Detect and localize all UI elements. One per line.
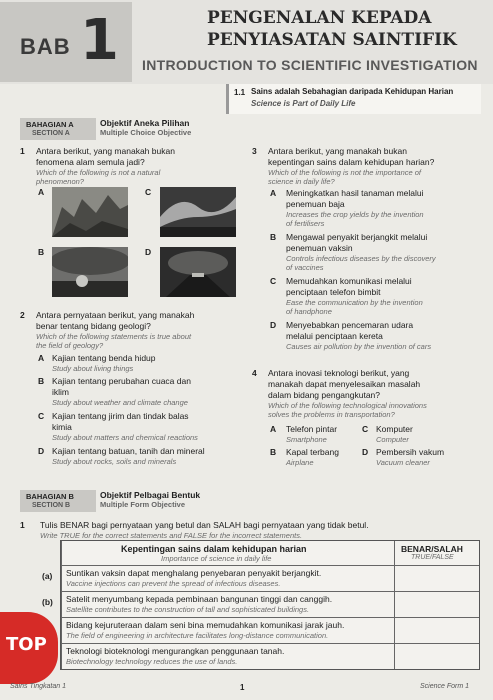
q1-text-ms-line2: fenomena alam semula jadi? [36, 157, 145, 167]
chapter-number: 1 [80, 8, 119, 73]
q3-option-b-ms-line2: penemuan vaksin [286, 243, 353, 253]
q4-number: 4 [252, 368, 257, 378]
q4-text-en-line2: solves the problems in transportation? [268, 410, 395, 419]
q4-option-d-en: Vacuum cleaner [376, 458, 430, 467]
q4-option-c-ms: Komputer [376, 424, 413, 434]
q2-option-d-en: Study about rocks, soils and minerals [52, 457, 177, 466]
storm-image [52, 247, 128, 297]
q3-option-a-en-line2: of fertilisers [286, 219, 325, 228]
chapter-title-ms-line1: PENGENALAN KEPADA [207, 8, 432, 28]
table-answer-cell[interactable] [394, 592, 476, 616]
q1-option-c-photo-aurora [160, 187, 236, 237]
q4-text-ms-line3: dalam bidang pengangkutan? [268, 390, 381, 400]
q1-option-d-photo-volcano [160, 247, 236, 297]
section-a-title-en: Multiple Choice Objective [100, 128, 192, 137]
q3-option-c-en-line1: Ease the communication by the invention [286, 298, 423, 307]
q4-option-a-ms: Telefon pintar [286, 424, 338, 434]
q1-number: 1 [20, 146, 25, 156]
table-row-statement-ms: Satelit menyumbang kepada pembinaan bangunan tinggi dan canggih. [66, 594, 333, 604]
q2-text-en-line1: Which of the following statements is true about [36, 332, 192, 341]
q2-text-ms-line1: Antara pernyataan berikut, yang manakah [36, 310, 195, 320]
q2-option-b-en: Study about weather and climate change [52, 398, 188, 407]
q3-text-ms-line2: kepentingan sains dalam kehidupan harian? [268, 157, 435, 167]
q3-option-c-ms-line1: Memudahkan komunikasi melalui [286, 276, 412, 286]
q1-text-en-line1: Which of the following is not a natural [36, 168, 161, 177]
q3-text-en-line2: science in daily life? [268, 177, 335, 186]
q4-option-c-label: C [362, 424, 369, 434]
q2-option-b-label: B [38, 376, 45, 386]
publisher-logo-badge [0, 612, 58, 684]
q1-option-d-label: D [145, 247, 152, 257]
q3-text-en-line1: Which of the following is not the importance of [268, 168, 421, 177]
q3-option-d-en: Causes air pollution by the invention of cars [286, 342, 432, 351]
table-answer-header-en: TRUE/FALSE [411, 554, 454, 561]
section-b-tag-en: SECTION B [32, 502, 71, 509]
q2-number: 2 [20, 310, 25, 320]
volcano-image [160, 247, 236, 297]
section-b-title-ms: Objektif Pelbagai Bentuk [100, 490, 201, 500]
table-divider [61, 541, 62, 669]
q2-text-ms-line2: benar tentang bidang geologi? [36, 321, 151, 331]
q2-option-b-ms-line1: Kajian tentang perubahan cuaca dan [52, 376, 191, 386]
q4-option-b-en: Airplane [286, 458, 314, 467]
q2-option-d-label: D [38, 446, 45, 456]
aurora-image [160, 187, 236, 237]
chapter-title-en: INTRODUCTION TO SCIENTIFIC INVESTIGATION [142, 57, 478, 73]
q1-text-ms-line1: Antara berikut, yang manakah bukan [36, 146, 175, 156]
q3-option-b-ms-line1: Mengawal penyakit berjangkit melalui [286, 232, 428, 242]
section-a-tag [20, 118, 96, 140]
subtopic-title-ms: Sains adalah Sebahagian daripada Kehidupan Harian [251, 87, 454, 96]
q2-option-c-ms-line2: kimia [52, 422, 72, 432]
q2-option-a-label: A [38, 353, 45, 363]
table-row-label: (b) [42, 597, 53, 607]
q1-option-b-label: B [38, 247, 45, 257]
q3-option-c-ms-line2: penciptaan telefon bimbit [286, 287, 381, 297]
subtopic-title-en: Science is Part of Daily Life [251, 99, 356, 108]
table-answer-header-ms: BENAR/SALAH [401, 544, 463, 554]
section-a-tag-ms: BAHAGIAN A [26, 120, 74, 129]
footer-left-text: Sains Tingkatan 1 [10, 683, 66, 690]
table-row-label: (a) [42, 571, 53, 581]
page-number: 1 [240, 683, 245, 692]
q3-option-d-ms-line2: melalui penciptaan kereta [286, 331, 383, 341]
section-b-title-en: Multiple Form Objective [100, 500, 186, 509]
q3-option-a-ms-line1: Meningkatkan hasil tanaman melalui [286, 188, 424, 198]
q3-option-d-label: D [270, 320, 277, 330]
q3-option-a-en-line1: Increases the crop yields by the invention [286, 210, 424, 219]
q2-option-a-ms: Kajian tentang benda hidup [52, 353, 156, 363]
q3-option-a-label: A [270, 188, 277, 198]
q2-option-c-ms-line1: Kajian tentang jirim dan tindak balas [52, 411, 189, 421]
section-b-instruction-ms: Tulis BENAR bagi pernyataan yang betul dan SALAH bagi pernyataan yang tidak betul. [40, 520, 369, 530]
q4-option-c-en: Computer [376, 435, 409, 444]
section-b-tag [20, 490, 96, 512]
table-row-statement-en: Biotechnology technology reduces the use of lands. [66, 657, 238, 666]
q3-number: 3 [252, 146, 257, 156]
q3-option-b-en-line1: Controls infectious diseases by the discovery [286, 254, 436, 263]
table-header-en: Importance of science in daily life [161, 554, 272, 563]
chapter-title-ms-line2: PENYIASATAN SAINTIFIK [207, 30, 457, 50]
q3-option-b-label: B [270, 232, 277, 242]
section-b-q1-number: 1 [20, 520, 25, 530]
q3-option-c-en-line2: of handphone [286, 307, 332, 316]
q2-option-c-en: Study about matters and chemical reactions [52, 433, 198, 442]
table-row-statement-ms: Teknologi bioteknologi mengurangkan penggunaan tanah. [66, 646, 285, 656]
publisher-logo-text: TOP [6, 634, 47, 655]
q3-option-c-label: C [270, 276, 277, 286]
table-row-statement-en: Vaccine injections can prevent the spread of infectious diseases. [66, 579, 281, 588]
q1-option-c-label: C [145, 187, 152, 197]
q1-option-a-photo-rocky-cliff [52, 187, 128, 237]
table-header-ms: Kepentingan sains dalam kehidupan harian [121, 544, 307, 554]
q1-option-a-label: A [38, 187, 45, 197]
table-answer-cell[interactable] [394, 644, 476, 668]
q4-option-d-label: D [362, 447, 369, 457]
table-row-statement-ms: Suntikan vaksin dapat menghalang penyebaran penyakit berjangkit. [66, 568, 322, 578]
q1-option-b-photo-storm [52, 247, 128, 297]
q4-option-d-ms: Pembersih vakum [376, 447, 445, 457]
footer-right-text: Science Form 1 [420, 683, 470, 690]
q4-text-ms-line2: manakah dapat menyelesaikan masalah [268, 379, 421, 389]
table-answer-cell[interactable] [394, 566, 476, 590]
q4-option-b-label: B [270, 447, 277, 457]
chapter-label: BAB [20, 34, 71, 59]
subtopic-number: 1.1 [234, 88, 246, 97]
section-a-tag-en: SECTION A [32, 130, 70, 137]
table-row-statement-en: The field of engineering in architecture facilitates long-distance communication. [66, 631, 329, 640]
section-b-instruction-en: Write TRUE for the correct statements and FALSE for the incorrect statements. [40, 531, 303, 540]
q1-text-en-line2: phenomenon? [36, 177, 84, 186]
rocky-cliff-image [52, 187, 128, 237]
q2-option-b-ms-line2: iklim [52, 387, 69, 397]
q4-option-a-label: A [270, 424, 277, 434]
subtopic-box [226, 84, 481, 114]
q4-option-b-ms: Kapal terbang [286, 447, 339, 457]
table-row-statement-en: Satellite contributes to the construction of tall and sophisticated buildings. [66, 605, 310, 614]
q2-option-a-en: Study about living things [52, 364, 134, 373]
q2-text-en-line2: the field of geology? [36, 341, 104, 350]
q3-option-a-ms-line2: penemuan baja [286, 199, 345, 209]
q4-text-en-line1: Which of the following technological innovations [268, 401, 427, 410]
q2-option-d-ms: Kajian tentang batuan, tanih dan mineral [52, 446, 205, 456]
table-answer-cell[interactable] [394, 618, 476, 642]
q3-option-b-en-line2: of vaccines [286, 263, 324, 272]
section-b-tag-ms: BAHAGIAN B [26, 492, 74, 501]
q3-text-ms-line1: Antara berikut, yang manakah bukan [268, 146, 407, 156]
q3-option-d-ms-line1: Menyebabkan pencemaran udara [286, 320, 414, 330]
q4-option-a-en: Smartphone [286, 435, 327, 444]
q4-text-ms-line1: Antara inovasi teknologi berikut, yang [268, 368, 410, 378]
q2-option-c-label: C [38, 411, 45, 421]
section-a-title-ms: Objektif Aneka Pilihan [100, 118, 190, 128]
table-row-statement-ms: Bidang kejuruteraan dalam seni bina memudahkan komunikasi jarak jauh. [66, 620, 345, 630]
